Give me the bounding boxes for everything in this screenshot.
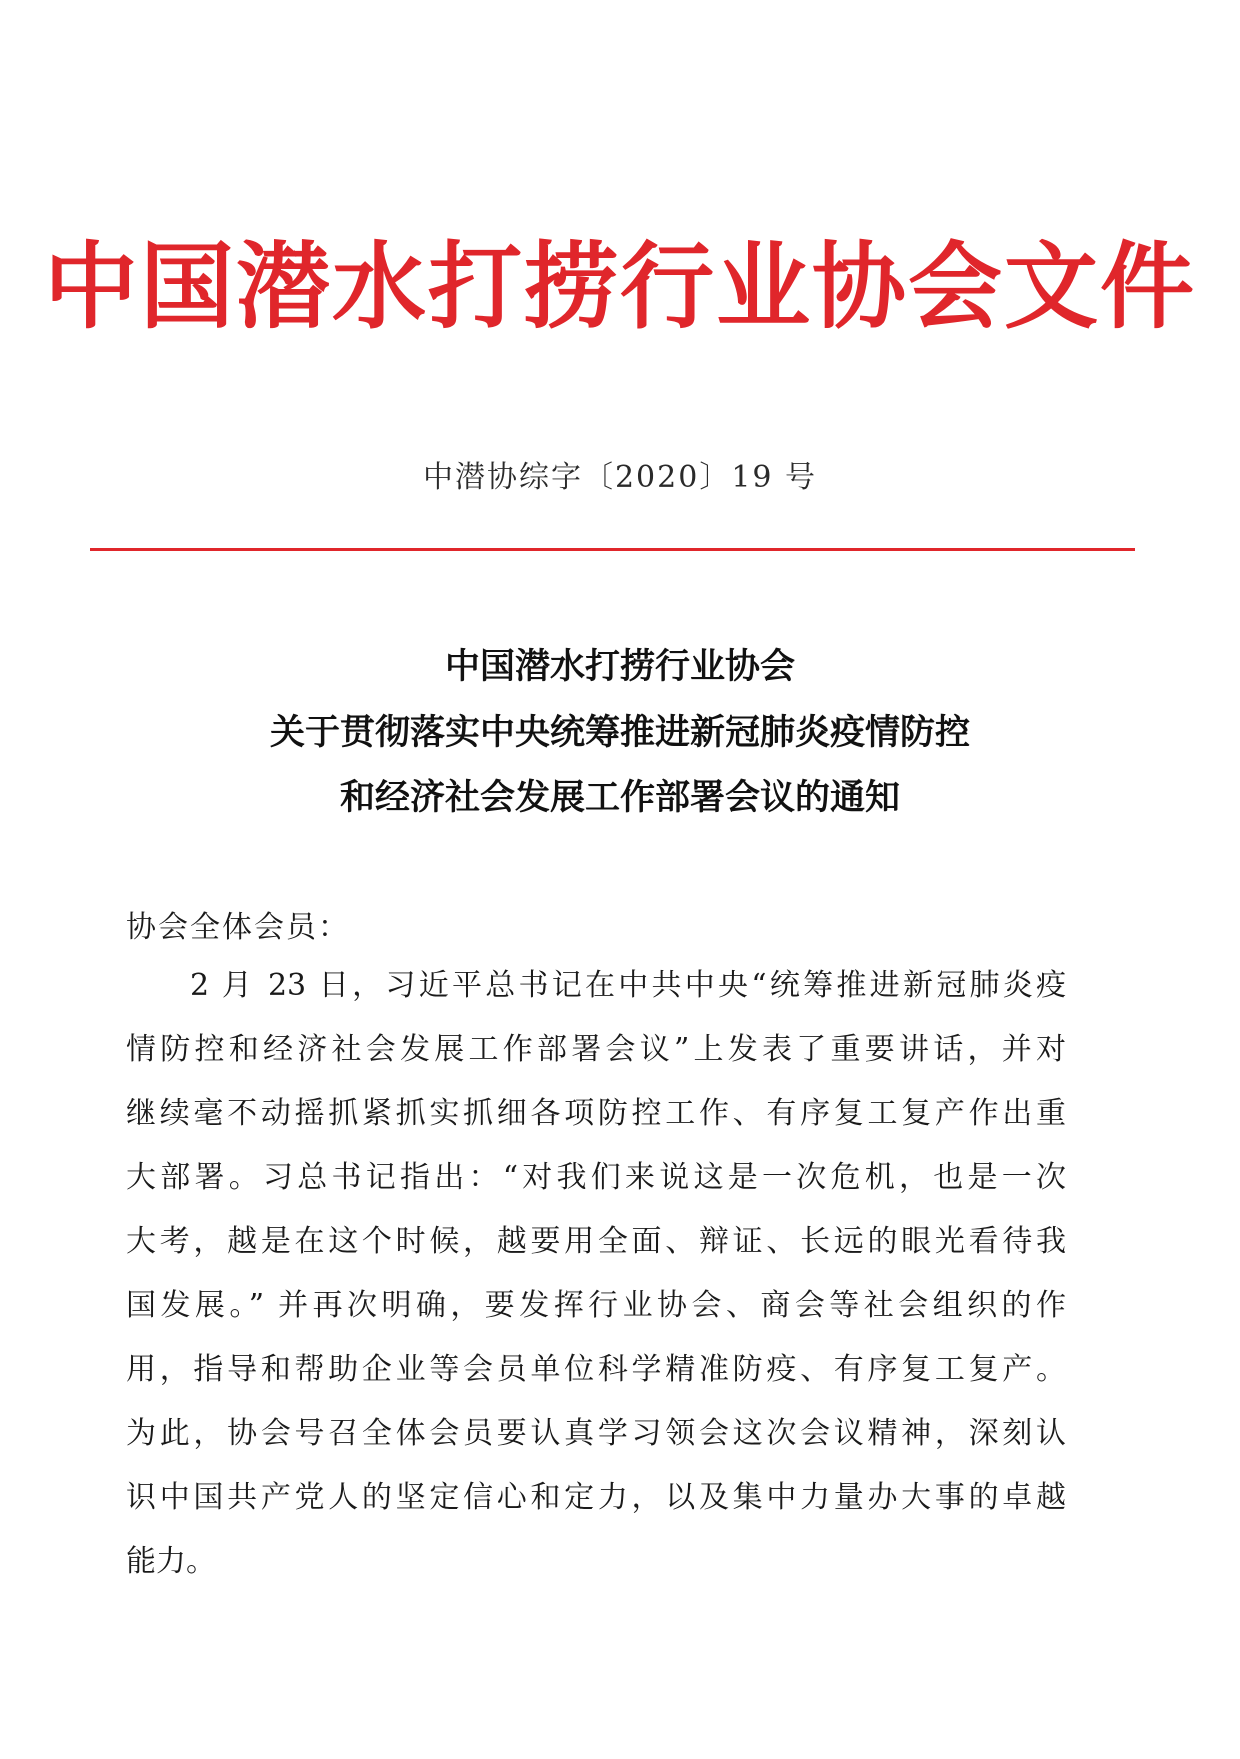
body-line-4: 大部署。习总书记指出：“对我们来说这是一次危机，也是一次 (126, 1160, 1066, 1195)
notice-title-line-2: 关于贯彻落实中央统筹推进新冠肺炎疫情防控 (269, 713, 970, 753)
body-line-9: 识中国共产党人的坚定信心和定力，以及集中力量办大事的卓越 (126, 1480, 1066, 1515)
document-number: 中潜协综字〔2020〕19 号 (422, 460, 818, 495)
masthead-title: 中国潜水打捞行业协会文件 (43, 232, 1196, 342)
body-line-1: 2 月 23 日，习近平总书记在中共中央“统筹推进新冠肺炎疫 (190, 968, 1066, 1003)
body-line-5: 大考，越是在这个时候，越要用全面、辩证、长远的眼光看待我 (126, 1224, 1066, 1259)
red-divider-rule (90, 548, 1135, 551)
body-line-6: 国发展。” 并再次明确，要发挥行业协会、商会等社会组织的作 (126, 1288, 1066, 1323)
body-line-10: 能力。 (126, 1544, 216, 1579)
body-line-3: 继续毫不动摇抓紧抓实抓细各项防控工作、有序复工复产作出重 (126, 1096, 1066, 1131)
body-line-2: 情防控和经济社会发展工作部署会议”上发表了重要讲话，并对 (126, 1032, 1066, 1067)
body-line-8: 为此，协会号召全体会员要认真学习领会这次会议精神，深刻认 (126, 1416, 1066, 1451)
notice-title-line-1: 中国潜水打捞行业协会 (444, 647, 795, 687)
salutation: 协会全体会员： (126, 910, 350, 945)
body-line-7: 用，指导和帮助企业等会员单位科学精准防疫、有序复工复产。 (126, 1352, 1066, 1387)
notice-title-line-3: 和经济社会发展工作部署会议的通知 (339, 778, 900, 818)
